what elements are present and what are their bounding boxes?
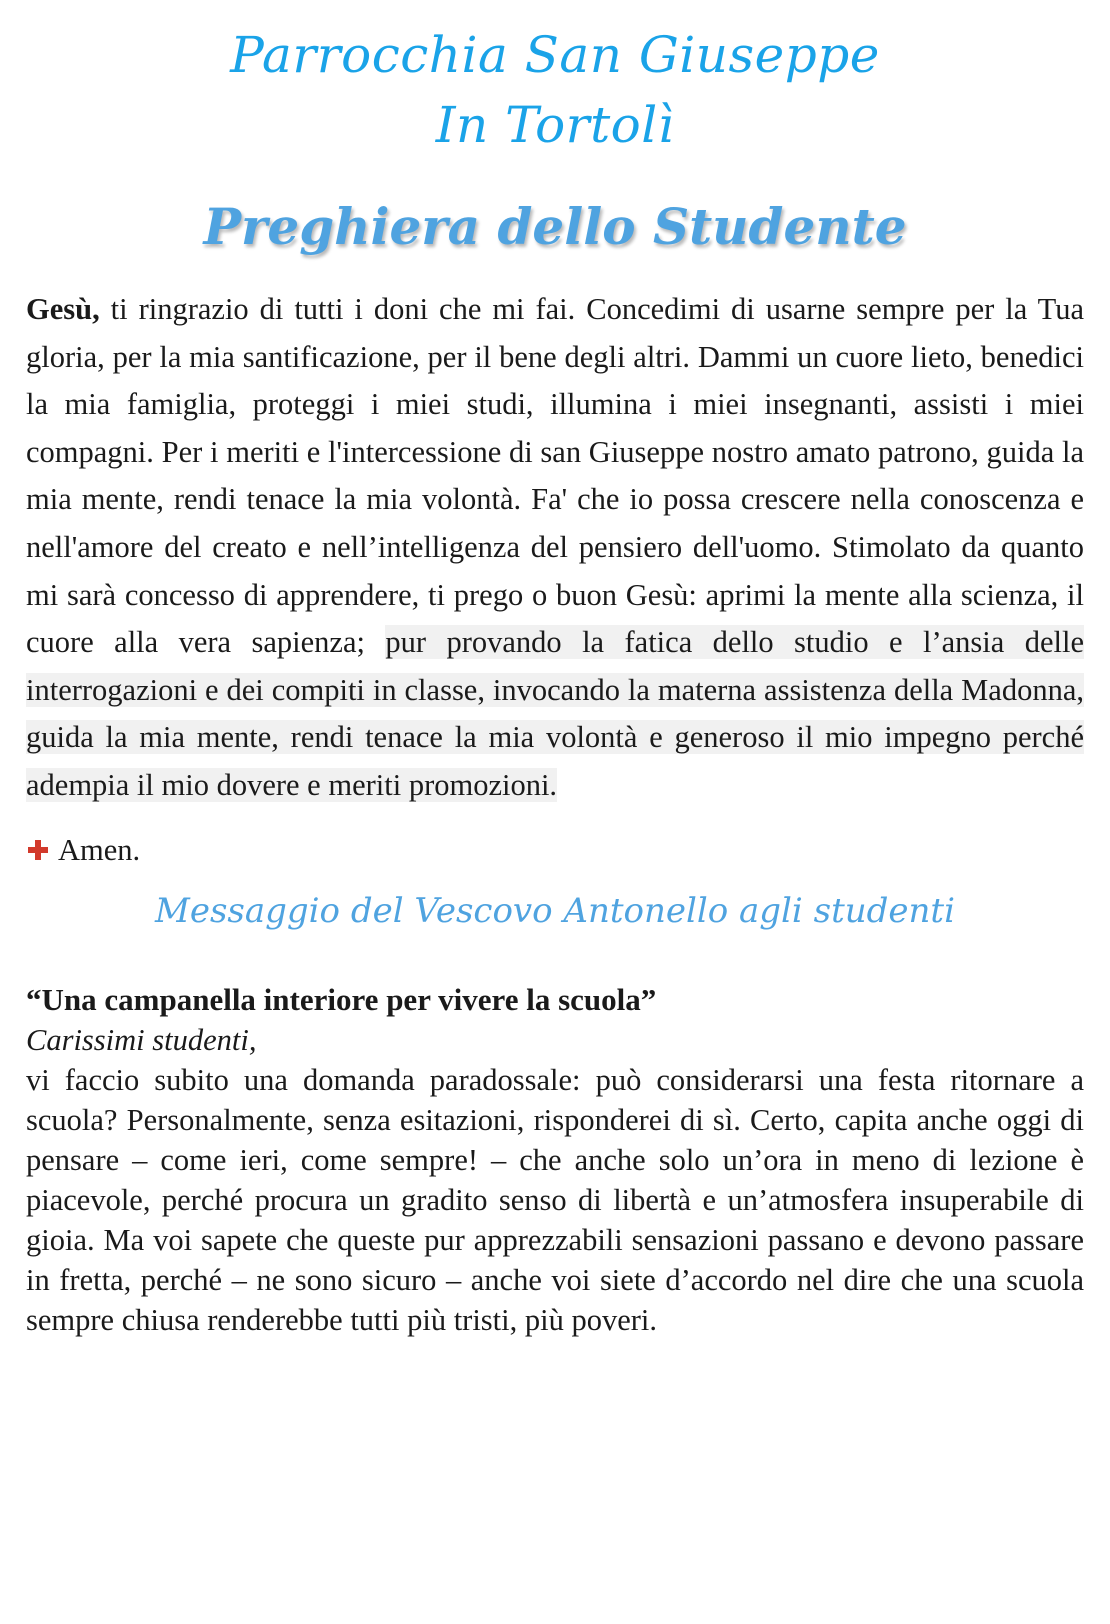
prayer-highlighted-text: pur provando la fatica dello studio e l’ansia delle interrogazioni e dei compiti in classe, invocando la materna assistenza della Madonna, guida la mia mente, rendi tenace la mia volontà e generoso il mio impegno perché adempia il mio dovere e meriti promozioni. [26,625,1084,802]
letter-body: vi faccio subito una domanda paradossale: può considerarsi una festa ritornare a scuola? Personalmente, senza esitazioni, risponderei di sì. Certo, capita anche oggi di pensare – come ieri, come sempre! – che anche solo un’ora in meno di lezione è piacevole, perché procura un gradito senso di libertà e un’atmosfera insuperabile di gioia. Ma voi sapete che queste pur apprezzabili sensazioni passano e devono passare in fretta, perché – ne sono sicuro – anche voi siete d’accordo nel dire che una scuola sempre chiusa renderebbe tutti più tristi, più poveri. [26,1062,1084,1337]
red-cross-icon [28,840,48,860]
prayer-body: ti ringrazio di tutti i doni che mi fai. Concedimi di usarne sempre per la Tua gloria, per la mia santificazione, per il bene degli altri. Dammi un cuore lieto, benedici la mia famiglia, proteggi i miei studi, illumina i miei insegnanti, assisti i miei compagni. Per i meriti e l'intercessione di san Giuseppe nostro amato patrono, guida la mia mente, rendi tenace la mia volontà. Fa' che io possa crescere nella conoscenza e nell'amore del creato e nell’intelligenza del pensiero dell'uomo. Stimolato da quanto mi sarà concesso di apprendere, ti prego o buon Gesù: aprimi la mente alla scienza, il cuore alla vera sapienza; [26,292,1084,660]
letter-greeting: Carissimi studenti, [26,1022,257,1057]
parish-location: In Tortolì [435,96,675,154]
message-heading: Messaggio del Vescovo Antonello agli studenti [155,890,955,931]
parish-name: Parrocchia San Giuseppe [230,26,880,84]
prayer-text [26,286,1084,810]
document-page [26,0,1084,1340]
amen-text: Amen. [58,832,141,867]
amen-line [26,830,1084,870]
letter-title: “Una campanella interiore per vivere la scuola” [26,981,657,1017]
prayer-title: Preghiera dello Studente [203,197,907,256]
prayer-lead: Gesù, [26,292,100,326]
